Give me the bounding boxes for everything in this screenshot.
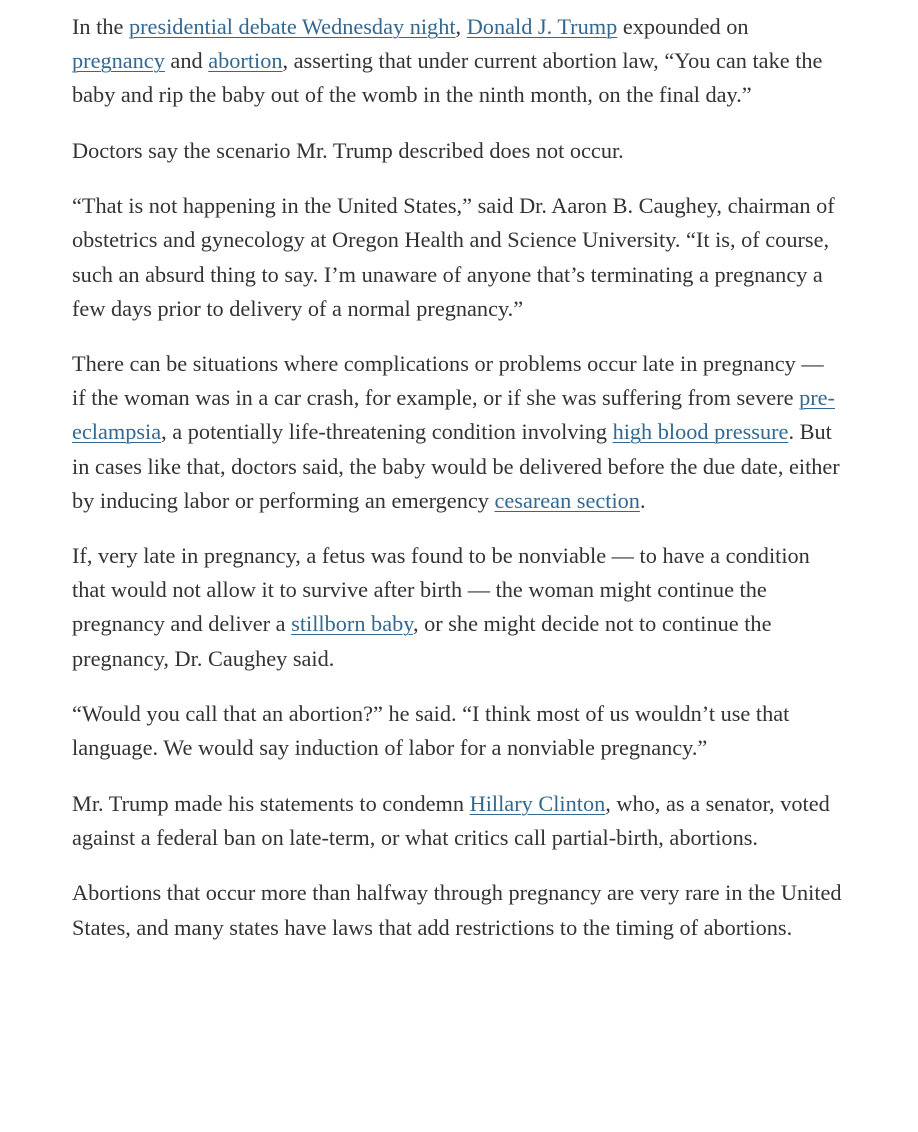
article-link[interactable]: Donald J. Trump	[466, 14, 618, 39]
article-link[interactable]: Hillary Clinton	[469, 790, 606, 816]
paragraph-text: There can be situations where complications or problems occur late in pregnancy — if the woman was in a car crash, for example, or if she was suffering from severe	[72, 351, 824, 411]
paragraph-text: “That is not happening in the United States,” said Dr. Aaron B. Caughey, chairman of obstetrics and gynecology at Oregon Health and Science University. “It is, of course, such an absurd thing to say. I’m unaware of anyone that’s terminating a pregnancy a few days prior to delivery of a normal pregnancy.”	[72, 193, 835, 321]
article-paragraph	[72, 876, 842, 944]
article-link[interactable]: stillborn baby	[291, 611, 413, 637]
article-paragraph	[72, 347, 842, 517]
article-paragraph	[72, 539, 842, 675]
paragraph-text: “Would you call that an abortion?” he said. “I think most of us wouldn’t use that language. We would say induction of labor for a nonviable pregnancy.”	[72, 701, 790, 761]
article-link[interactable]: high blood pressure	[612, 419, 789, 445]
paragraph-text: , a potentially life-threatening condition involving	[161, 419, 613, 445]
article-paragraph	[72, 10, 842, 112]
article-link[interactable]: presidential debate Wednesday night	[128, 14, 456, 39]
article-link[interactable]: pregnancy	[72, 48, 165, 74]
article-paragraph	[72, 189, 842, 325]
paragraph-text: . But in cases like that, doctors said, the baby would be delivered before the due date, either by inducing labor or performing an emergency	[72, 419, 840, 513]
article-link[interactable]: abortion	[208, 48, 283, 74]
paragraph-text: expounded on	[617, 14, 749, 39]
paragraph-text: ,	[455, 14, 467, 39]
paragraph-text: Abortions that occur more than halfway through pregnancy are very rare in the United States, and many states have laws that add restrictions to the timing of abortions.	[72, 880, 842, 940]
article-body	[72, 10, 842, 966]
paragraph-text: , who, as a senator, voted against a federal ban on late-term, or what critics call partial-birth, abortions.	[72, 790, 830, 850]
paragraph-text: Doctors say the scenario Mr. Trump described does not occur.	[72, 137, 624, 163]
article-paragraph	[72, 697, 842, 765]
paragraph-text: In the	[72, 14, 129, 39]
article-link[interactable]: pre-eclampsia	[72, 385, 835, 445]
article-paragraph	[72, 787, 842, 855]
paragraph-text: , or she might decide not to continue the pregnancy, Dr. Caughey said.	[72, 611, 772, 671]
paragraph-text: and	[164, 48, 209, 74]
article-paragraph	[72, 134, 842, 168]
paragraph-text: If, very late in pregnancy, a fetus was found to be nonviable — to have a condition that would not allow it to survive after birth — the woman might continue the pregnancy and deliver a	[72, 543, 810, 637]
article-link[interactable]: cesarean section	[494, 487, 640, 513]
paragraph-text: Mr. Trump made his statements to condemn	[72, 790, 470, 816]
paragraph-text: .	[639, 487, 646, 513]
paragraph-text: , asserting that under current abortion law, “You can take the baby and rip the baby out of the womb in the ninth month, on the final day.”	[72, 48, 823, 108]
